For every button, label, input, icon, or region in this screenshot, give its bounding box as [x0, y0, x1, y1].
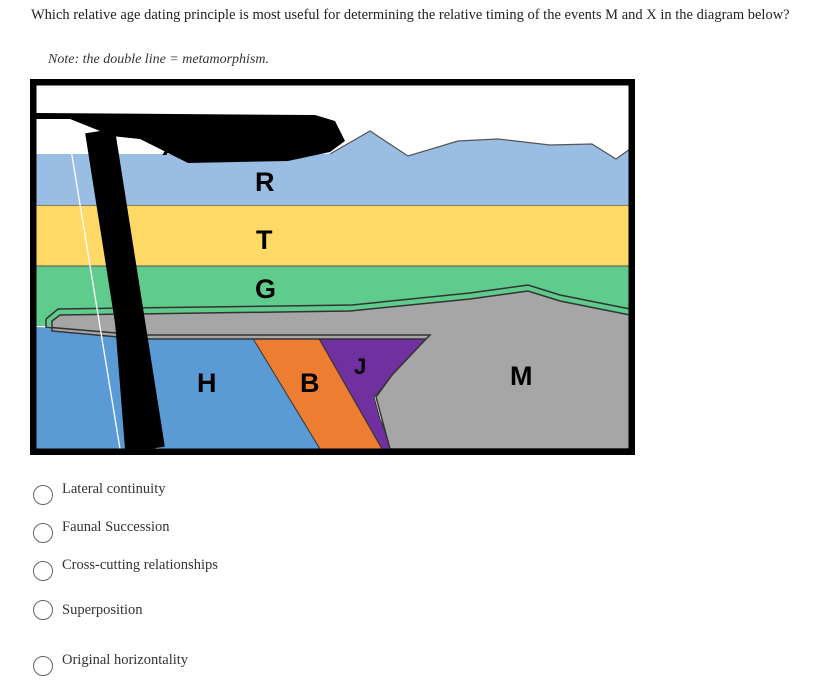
label-t: T: [256, 225, 273, 255]
label-g: G: [255, 274, 277, 304]
question-note: Note: the double line = metamorphism.: [48, 52, 269, 67]
label-j: J: [354, 354, 367, 379]
radio-button[interactable]: [33, 523, 53, 543]
option-label: Superposition: [62, 601, 143, 618]
geologic-cross-section: [30, 79, 635, 455]
option-faunal-succession[interactable]: [33, 518, 170, 543]
label-x: X: [162, 131, 181, 161]
label-b: B: [300, 368, 320, 398]
option-label: Faunal Succession: [62, 518, 170, 535]
label-m: M: [510, 361, 533, 391]
radio-button[interactable]: [33, 600, 53, 620]
label-h: H: [197, 368, 217, 398]
option-lateral-continuity[interactable]: [33, 480, 166, 505]
option-original-horizontality[interactable]: [33, 651, 189, 676]
option-label: Cross-cutting relationships: [62, 556, 218, 573]
radio-button[interactable]: [33, 485, 53, 505]
option-label: Lateral continuity: [62, 480, 166, 497]
radio-button[interactable]: [33, 656, 53, 676]
radio-button[interactable]: [33, 561, 53, 581]
option-label: Original horizontality: [62, 651, 189, 668]
label-r: R: [255, 167, 275, 197]
option-superposition[interactable]: [33, 600, 143, 620]
option-cross-cutting[interactable]: [33, 556, 218, 581]
question-text: Which relative age dating principle is most useful for determining the relative timing of the events M and X in the diagram below?: [31, 7, 790, 23]
